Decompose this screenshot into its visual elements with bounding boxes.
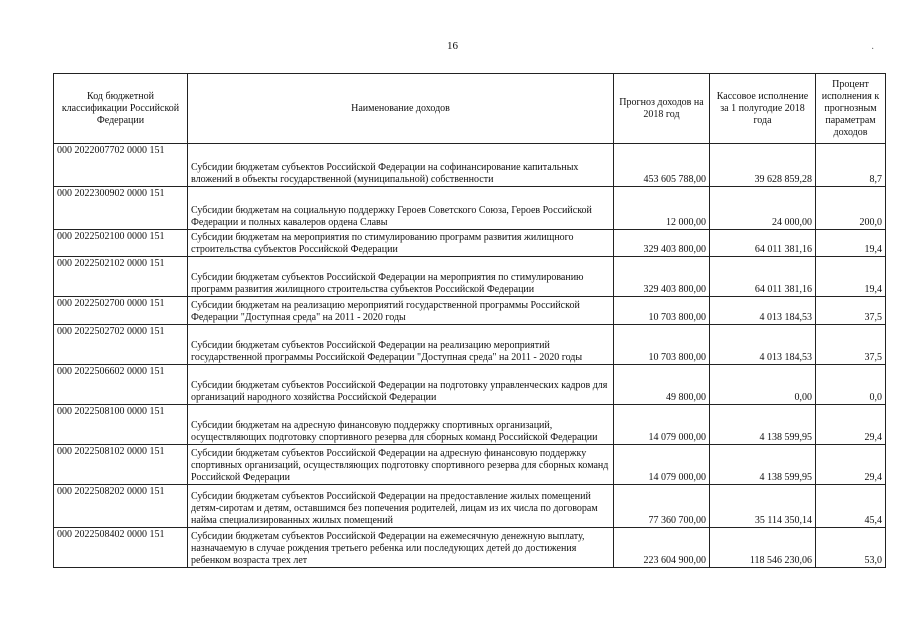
row-plan: 77 360 700,00	[614, 485, 710, 528]
row-name: Субсидии бюджетам на реализацию мероприятий государственной программы Российской Федерации "Доступная среда" на 2011 - 2020 годы	[188, 297, 614, 325]
row-code: 000 2022508202 0000 151	[54, 485, 188, 528]
row-fact: 118 546 230,06	[710, 528, 816, 568]
row-code: 000 2022502702 0000 151	[54, 325, 188, 365]
row-code: 000 2022506602 0000 151	[54, 365, 188, 405]
page-number: 16	[447, 40, 458, 52]
table-row	[54, 405, 886, 445]
row-percent: 37,5	[816, 297, 886, 325]
row-plan: 14 079 000,00	[614, 445, 710, 485]
header-name: Наименование доходов	[188, 74, 614, 144]
header-fact: Кассовое исполнение за 1 полугодие 2018 года	[710, 74, 816, 144]
row-name: Субсидии бюджетам субъектов Российской Федерации на адресную финансовую поддержку спортивных организаций, осуществляющих подготовку спортивного резерва для сборных команд Российской Федерации	[188, 445, 614, 485]
scan-speck: ·	[871, 44, 875, 55]
row-code: 000 2022502100 0000 151	[54, 230, 188, 257]
table-row	[54, 230, 886, 257]
row-fact: 64 011 381,16	[710, 257, 816, 297]
row-percent: 45,4	[816, 485, 886, 528]
row-name: Субсидии бюджетам на адресную финансовую поддержку спортивных организаций, осуществляющих подготовку спортивного резерва для сборных команд Российской Федерации	[188, 405, 614, 445]
row-percent: 0,0	[816, 365, 886, 405]
row-name: Субсидии бюджетам на мероприятия по стимулированию программ развития жилищного строительства субъектов Российской Федерации	[188, 230, 614, 257]
row-code: 000 2022508102 0000 151	[54, 445, 188, 485]
row-fact: 24 000,00	[710, 187, 816, 230]
row-percent: 19,4	[816, 257, 886, 297]
row-plan: 14 079 000,00	[614, 405, 710, 445]
row-code: 000 2022300902 0000 151	[54, 187, 188, 230]
row-name: Субсидии бюджетам субъектов Российской Федерации на ежемесячную денежную выплату, назначаемую в случае рождения третьего ребенка или последующих детей до достижения ребенком возраста трех лет	[188, 528, 614, 568]
table-row	[54, 144, 886, 187]
row-name: Субсидии бюджетам субъектов Российской Федерации на предоставление жилых помещений детям-сиротам и детям, оставшимся без попечения родителей, лицам из их числа по договорам найма специализированных жилых помещений	[188, 485, 614, 528]
row-percent: 37,5	[816, 325, 886, 365]
row-percent: 29,4	[816, 405, 886, 445]
row-percent: 19,4	[816, 230, 886, 257]
revenue-table	[53, 73, 886, 568]
table-row	[54, 528, 886, 568]
row-plan: 10 703 800,00	[614, 325, 710, 365]
row-percent: 200,0	[816, 187, 886, 230]
row-plan: 10 703 800,00	[614, 297, 710, 325]
row-fact: 4 138 599,95	[710, 445, 816, 485]
table-header-row	[54, 74, 886, 144]
row-percent: 53,0	[816, 528, 886, 568]
header-percent: Процент исполнения к прогнозным параметрам доходов	[816, 74, 886, 144]
row-fact: 4 138 599,95	[710, 405, 816, 445]
row-name: Субсидии бюджетам на социальную поддержку Героев Советского Союза, Героев Российской Федерации и полных кавалеров ордена Славы	[188, 187, 614, 230]
table-row	[54, 187, 886, 230]
row-percent: 29,4	[816, 445, 886, 485]
row-fact: 35 114 350,14	[710, 485, 816, 528]
row-fact: 64 011 381,16	[710, 230, 816, 257]
row-plan: 223 604 900,00	[614, 528, 710, 568]
row-plan: 453 605 788,00	[614, 144, 710, 187]
table-row	[54, 445, 886, 485]
table-row	[54, 297, 886, 325]
row-name: Субсидии бюджетам субъектов Российской Федерации на подготовку управленческих кадров для организаций народного хозяйства Российской Федерации	[188, 365, 614, 405]
row-name: Субсидии бюджетам субъектов Российской Федерации на софинансирование капитальных вложений в объекты государственной (муниципальной) собственности	[188, 144, 614, 187]
row-plan: 49 800,00	[614, 365, 710, 405]
row-code: 000 2022508402 0000 151	[54, 528, 188, 568]
row-code: 000 2022502700 0000 151	[54, 297, 188, 325]
row-code: 000 2022007702 0000 151	[54, 144, 188, 187]
header-code: Код бюджетной классификации Российской Федерации	[54, 74, 188, 144]
table-row	[54, 485, 886, 528]
row-plan: 329 403 800,00	[614, 230, 710, 257]
table-row	[54, 365, 886, 405]
row-name: Субсидии бюджетам субъектов Российской Федерации на мероприятия по стимулированию программ развития жилищного строительства субъектов Российской Федерации	[188, 257, 614, 297]
row-name: Субсидии бюджетам субъектов Российской Федерации на реализацию мероприятий государственной программы Российской Федерации "Доступная среда" на 2011 - 2020 годы	[188, 325, 614, 365]
row-fact: 4 013 184,53	[710, 297, 816, 325]
row-percent: 8,7	[816, 144, 886, 187]
row-code: 000 2022508100 0000 151	[54, 405, 188, 445]
row-plan: 12 000,00	[614, 187, 710, 230]
table-row	[54, 257, 886, 297]
row-fact: 39 628 859,28	[710, 144, 816, 187]
row-code: 000 2022502102 0000 151	[54, 257, 188, 297]
row-fact: 0,00	[710, 365, 816, 405]
row-plan: 329 403 800,00	[614, 257, 710, 297]
header-plan: Прогноз доходов на 2018 год	[614, 74, 710, 144]
table-row	[54, 325, 886, 365]
row-fact: 4 013 184,53	[710, 325, 816, 365]
